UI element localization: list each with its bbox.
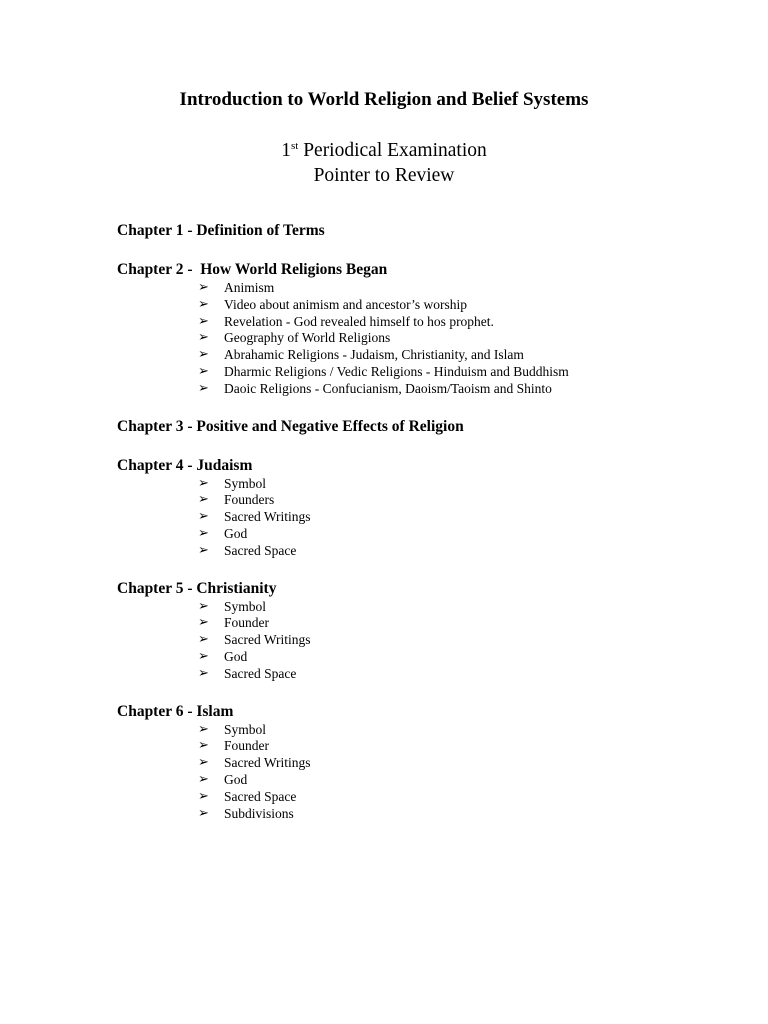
list-item — [198, 666, 737, 683]
arrow-bullet-icon: ➢ — [198, 380, 209, 396]
exam-ordinal-number: 1 — [281, 140, 291, 161]
document-subtitle: Pointer to Review — [313, 165, 455, 186]
list-item — [198, 789, 737, 806]
list-item — [198, 632, 737, 649]
arrow-bullet-icon: ➢ — [198, 492, 209, 508]
list-item-text: Sacred Writings — [224, 755, 311, 771]
list-item-text: Symbol — [224, 598, 267, 614]
list-item — [198, 509, 737, 526]
list-item-text: Animism — [224, 280, 275, 295]
list-item-text: Symbol — [224, 475, 267, 491]
chapter-5 — [117, 579, 737, 683]
arrow-bullet-icon: ➢ — [198, 665, 209, 681]
list-item — [198, 297, 737, 314]
list-item — [198, 364, 737, 381]
exam-ordinal-suffix: st — [290, 140, 299, 152]
chapter-4 — [117, 456, 737, 560]
list-item — [198, 722, 737, 739]
chapter-heading: Chapter 6 - Islam — [117, 702, 234, 720]
list-item-text: God — [224, 771, 248, 787]
list-item — [198, 806, 737, 823]
list-item — [198, 476, 737, 493]
list-item-text: Sacred Space — [224, 542, 297, 558]
list-item — [198, 314, 737, 331]
list-item — [198, 526, 737, 543]
arrow-bullet-icon: ➢ — [198, 347, 209, 363]
exam-name-text: Periodical Examination — [298, 140, 487, 161]
arrow-bullet-icon: ➢ — [198, 280, 209, 295]
arrow-bullet-icon: ➢ — [198, 475, 209, 491]
list-item — [198, 738, 737, 755]
list-item — [198, 755, 737, 772]
chapter-heading: Chapter 4 - Judaism — [117, 456, 253, 474]
list-item — [198, 280, 737, 297]
chapter-list — [117, 221, 737, 841]
list-item — [198, 492, 737, 509]
chapter-heading: Chapter 2 - How World Religions Began — [117, 261, 388, 278]
list-item-text: Founder — [224, 615, 269, 631]
document-title: Introduction to World Religion and Belief Systems — [179, 89, 589, 110]
arrow-bullet-icon: ➢ — [198, 771, 209, 787]
arrow-bullet-icon: ➢ — [198, 598, 209, 614]
list-item-text: Sacred Space — [224, 788, 297, 804]
chapter-2 — [117, 260, 737, 398]
list-item-text: Sacred Space — [224, 665, 297, 681]
arrow-bullet-icon: ➢ — [198, 755, 209, 771]
topic-list — [117, 722, 737, 823]
topic-list — [117, 599, 737, 683]
list-item — [198, 381, 737, 398]
list-item-text: Subdivisions — [224, 805, 294, 821]
arrow-bullet-icon: ➢ — [198, 330, 209, 346]
list-item-text: Revelation - God revealed himself to hos prophet. — [224, 313, 494, 329]
list-item — [198, 772, 737, 789]
chapter-heading: Chapter 1 - Definition of Terms — [117, 222, 325, 239]
arrow-bullet-icon: ➢ — [198, 738, 209, 754]
arrow-bullet-icon: ➢ — [198, 542, 209, 558]
chapter-heading: Chapter 5 - Christianity — [117, 579, 277, 597]
arrow-bullet-icon: ➢ — [198, 509, 209, 525]
topic-list — [117, 280, 737, 398]
arrow-bullet-icon: ➢ — [198, 648, 209, 664]
list-item-text: Abrahamic Religions - Judaism, Christianity, and Islam — [224, 347, 524, 363]
list-item-text: Symbol — [224, 721, 267, 737]
arrow-bullet-icon: ➢ — [198, 525, 209, 541]
chapter-6 — [117, 702, 737, 823]
list-item-text: God — [224, 525, 248, 541]
arrow-bullet-icon: ➢ — [198, 615, 209, 631]
list-item-text: Sacred Writings — [224, 509, 311, 525]
list-item — [198, 347, 737, 364]
list-item — [198, 543, 737, 560]
arrow-bullet-icon: ➢ — [198, 363, 209, 379]
arrow-bullet-icon: ➢ — [198, 788, 209, 804]
list-item-text: Dharmic Religions / Vedic Religions - Hinduism and Buddhism — [224, 363, 569, 379]
chapter-heading: Chapter 3 - Positive and Negative Effects of Religion — [117, 417, 464, 435]
list-item-text: Founder — [224, 738, 269, 754]
chapter-1 — [117, 221, 737, 241]
list-item — [198, 615, 737, 632]
list-item-text: Video about animism and ancestor’s worship — [224, 296, 468, 312]
list-item-text: Daoic Religions - Confucianism, Daoism/Taoism and Shinto — [224, 380, 552, 396]
exam-name — [0, 139, 768, 163]
topic-list — [117, 476, 737, 560]
list-item-text: Geography of World Religions — [224, 330, 391, 346]
chapter-3 — [117, 417, 737, 437]
arrow-bullet-icon: ➢ — [198, 721, 209, 737]
list-item — [198, 599, 737, 616]
list-item-text: God — [224, 648, 248, 664]
list-item — [198, 649, 737, 666]
list-item-text: Founders — [224, 492, 275, 508]
arrow-bullet-icon: ➢ — [198, 313, 209, 329]
list-item-text: Sacred Writings — [224, 632, 311, 648]
arrow-bullet-icon: ➢ — [198, 632, 209, 648]
arrow-bullet-icon: ➢ — [198, 805, 209, 821]
arrow-bullet-icon: ➢ — [198, 296, 209, 312]
list-item — [198, 330, 737, 347]
